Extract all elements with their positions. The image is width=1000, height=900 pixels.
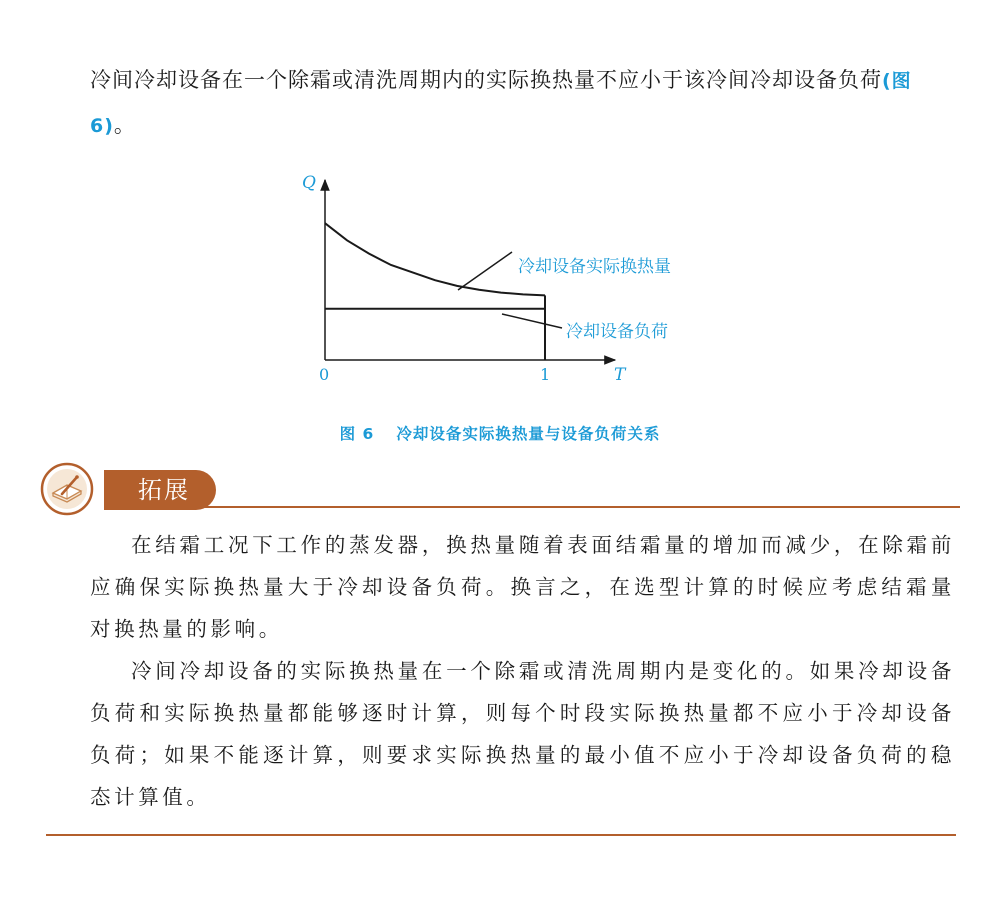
extension-paragraph-2: 冷间冷却设备的实际换热量在一个除霜或清洗周期内是变化的。如果冷却设备负荷和实际换热量都能够逐时计算，则每个时段实际换热量都不应小于冷却设备负荷；如果不能逐计算，则要求实际换热量的最小值不应小于冷却设备负荷的稳态计算值。 bbox=[90, 659, 955, 809]
origin-label: 0 bbox=[319, 365, 330, 384]
x-axis-label: T bbox=[614, 365, 626, 385]
actual-heat-exchange-curve bbox=[325, 223, 545, 295]
figure-reference: (图 6) bbox=[90, 70, 912, 137]
bottom-divider bbox=[46, 834, 956, 836]
extension-divider bbox=[200, 506, 960, 508]
y-axis-label: Q bbox=[302, 173, 316, 193]
extension-title: 拓展 bbox=[138, 476, 190, 504]
extension-body bbox=[90, 524, 955, 818]
figure-caption bbox=[0, 422, 1000, 444]
figure-caption-number: 图 6 bbox=[339, 425, 375, 443]
figure-6-chart bbox=[280, 160, 740, 400]
book-pen-icon bbox=[40, 462, 94, 516]
load-label: 冷却设备负荷 bbox=[566, 322, 668, 342]
x-tick-label-1: 1 bbox=[540, 365, 551, 384]
extension-title-badge bbox=[104, 470, 216, 510]
intro-text: 冷间冷却设备在一个除霜或清洗周期内的实际换热量不应小于该冷间冷却设备负荷 bbox=[90, 68, 882, 92]
load-leader-line bbox=[502, 314, 562, 328]
extension-header bbox=[40, 462, 960, 516]
extension-paragraph-1: 在结霜工况下工作的蒸发器，换热量随着表面结霜量的增加而减少，在除霜前应确保实际换热量大于冷却设备负荷。换言之，在选型计算的时候应考虑结霜量对换热量的影响。 bbox=[90, 533, 955, 641]
intro-tail: 。 bbox=[113, 113, 136, 137]
figure-caption-text: 冷却设备实际换热量与设备负荷关系 bbox=[396, 425, 661, 443]
curve-leader-line bbox=[458, 252, 512, 290]
curve-label: 冷却设备实际换热量 bbox=[518, 257, 671, 277]
intro-paragraph bbox=[90, 58, 950, 148]
